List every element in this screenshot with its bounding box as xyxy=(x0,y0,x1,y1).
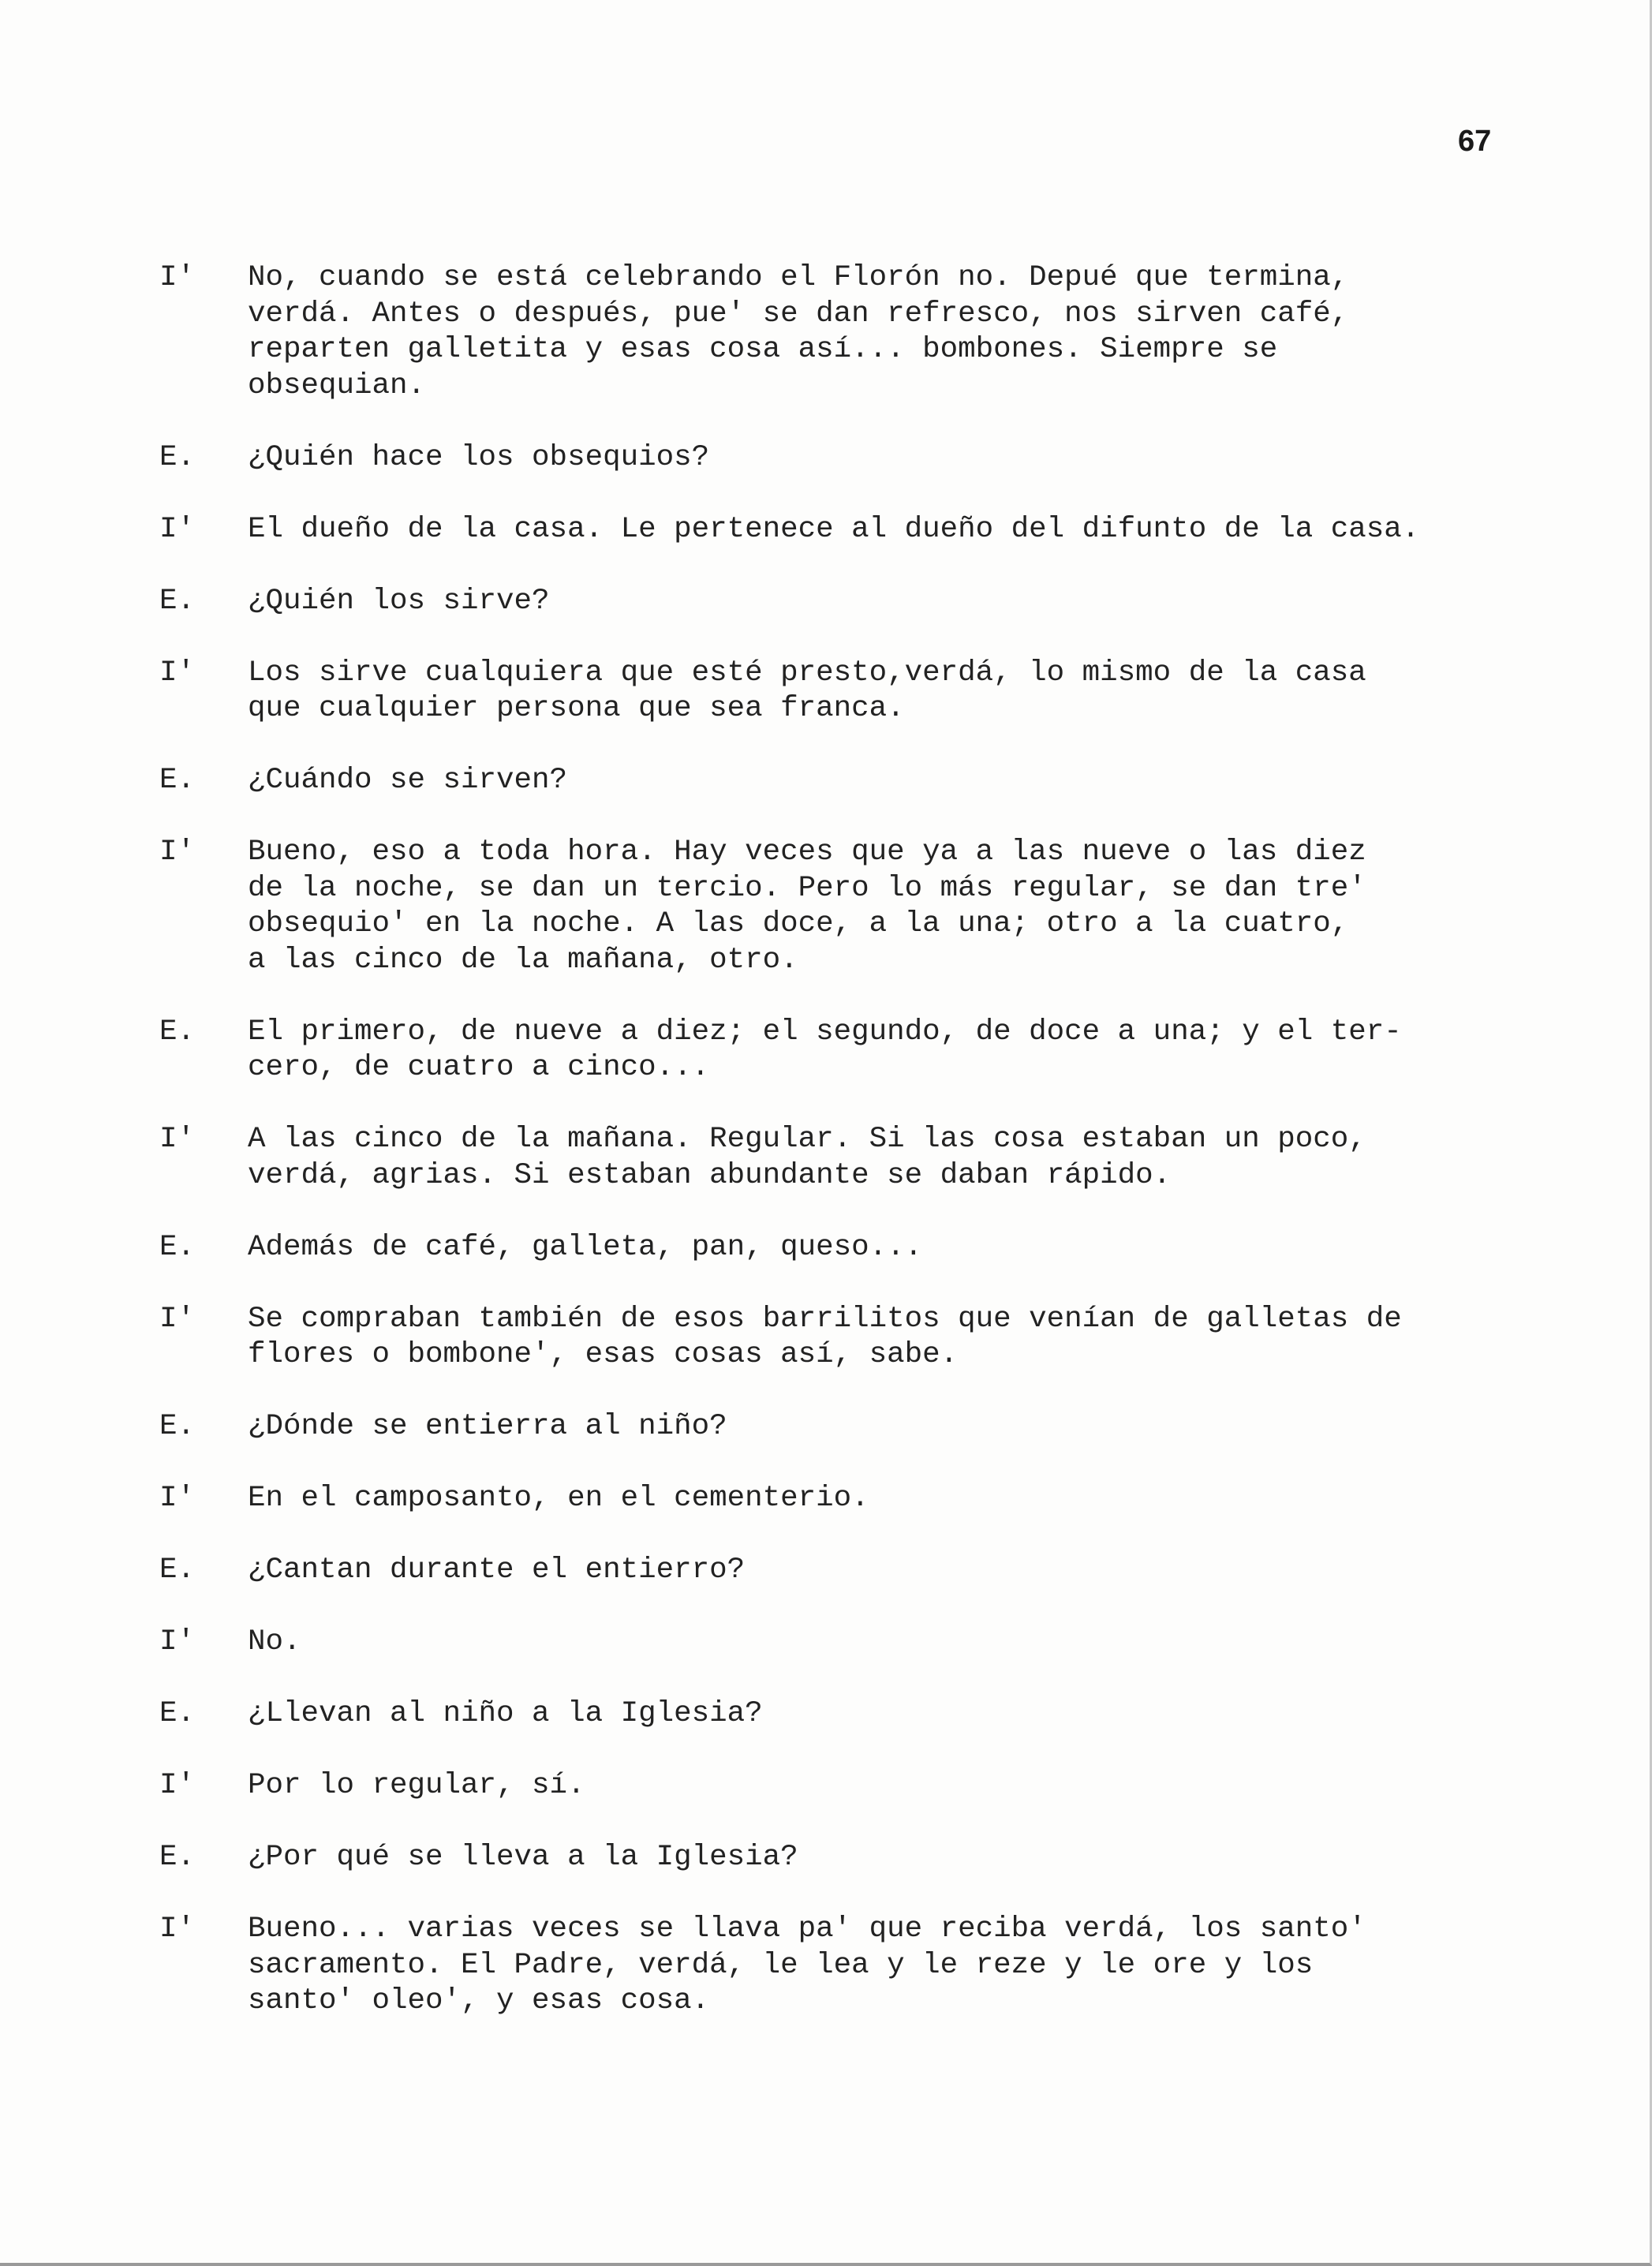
speaker-label: I' xyxy=(159,261,196,294)
transcript-turn xyxy=(159,260,1501,404)
speech-text xyxy=(248,1768,1501,1804)
speaker-label: I' xyxy=(159,1625,196,1658)
speech-text xyxy=(248,440,1501,477)
text-line: A las cinco de la mañana. Regular. Si las cosa estaban un poco, xyxy=(248,1123,1366,1156)
transcript-turn xyxy=(159,1553,1501,1589)
speech-text xyxy=(248,1015,1501,1086)
speech-text xyxy=(248,1840,1501,1876)
speech-text xyxy=(248,1553,1501,1589)
speech-text xyxy=(248,1625,1501,1661)
speech-text xyxy=(248,1912,1501,2020)
text-line: verdá, agrias. Si estaban abundante se daban rápido. xyxy=(248,1158,1172,1192)
transcript-turn xyxy=(159,835,1501,978)
speech-text xyxy=(248,656,1501,727)
speaker-label: E. xyxy=(159,764,196,797)
speaker-label: I' xyxy=(159,512,196,546)
interview-transcript xyxy=(159,260,1501,2055)
text-line: Además de café, galleta, pan, queso... xyxy=(248,1230,923,1264)
speaker-label: E. xyxy=(159,1230,196,1264)
text-line: ¿Quién los sirve? xyxy=(248,584,550,618)
speaker-label: I' xyxy=(159,1302,196,1336)
text-line: reparten galletita y esas cosa así... bombones. Siempre se xyxy=(248,333,1278,366)
text-line: ¿Dónde se entierra al niño? xyxy=(248,1410,727,1443)
transcript-turn xyxy=(159,1409,1501,1445)
transcript-turn xyxy=(159,1302,1501,1374)
speech-text xyxy=(248,260,1501,404)
text-line: flores o bombone', esas cosas así, sabe. xyxy=(248,1338,959,1371)
text-line: En el camposanto, en el cementerio. xyxy=(248,1482,869,1515)
text-line: Los sirve cualquiera que esté presto,verdá, lo mismo de la casa xyxy=(248,656,1366,690)
text-line: Bueno... varias veces se llava pa' que reciba verdá, los santo' xyxy=(248,1913,1366,1946)
text-line: Bueno, eso a toda hora. Hay veces que ya a las nueve o las diez xyxy=(248,836,1366,869)
text-line: El dueño de la casa. Le pertenece al dueño del difunto de la casa. xyxy=(248,512,1420,546)
transcript-turn xyxy=(159,584,1501,620)
transcript-turn xyxy=(159,1912,1501,2020)
text-line: sacramento. El Padre, verdá, le lea y le reze y le ore y los xyxy=(248,1948,1314,1982)
text-line: ¿Por qué se lleva a la Iglesia? xyxy=(248,1841,798,1874)
text-line: obsequian. xyxy=(248,368,426,402)
page-number: 67 xyxy=(1458,125,1492,158)
speaker-label: I' xyxy=(159,1913,196,1946)
transcript-turn xyxy=(159,440,1501,477)
text-line: Se compraban también de esos barrilitos que venían de galletas de xyxy=(248,1302,1402,1336)
speech-text xyxy=(248,1409,1501,1445)
speaker-label: E. xyxy=(159,1697,196,1730)
speaker-label: E. xyxy=(159,584,196,618)
text-line: Por lo regular, sí. xyxy=(248,1769,585,1802)
speaker-label: E. xyxy=(159,1554,196,1587)
speaker-label: I' xyxy=(159,656,196,690)
transcript-turn xyxy=(159,763,1501,799)
speech-text xyxy=(248,1122,1501,1194)
speech-text xyxy=(248,584,1501,620)
transcript-turn xyxy=(159,512,1501,548)
text-line: que cualquier persona que sea franca. xyxy=(248,692,905,725)
speaker-label: I' xyxy=(159,1482,196,1515)
speech-text xyxy=(248,1230,1501,1266)
text-line: cero, de cuatro a cinco... xyxy=(248,1051,710,1084)
text-line: El primero, de nueve a diez; el segundo, de doce a una; y el ter- xyxy=(248,1015,1402,1049)
speaker-label: I' xyxy=(159,1769,196,1802)
text-line: verdá. Antes o después, pue' se dan refresco, nos sirven café, xyxy=(248,297,1349,331)
speech-text xyxy=(248,763,1501,799)
text-line: No, cuando se está celebrando el Florón no. Depué que termina, xyxy=(248,261,1349,294)
transcript-turn xyxy=(159,1768,1501,1804)
speaker-label: E. xyxy=(159,1841,196,1874)
speech-text xyxy=(248,512,1501,548)
transcript-turn xyxy=(159,1840,1501,1876)
text-line: obsequio' en la noche. A las doce, a la una; otro a la cuatro, xyxy=(248,907,1349,940)
text-line: de la noche, se dan un tercio. Pero lo más regular, se dan tre' xyxy=(248,871,1366,905)
text-line: ¿Cuándo se sirven? xyxy=(248,764,568,797)
speech-text xyxy=(248,1696,1501,1733)
transcript-turn xyxy=(159,1481,1501,1517)
transcript-turn xyxy=(159,1230,1501,1266)
text-line: a las cinco de la mañana, otro. xyxy=(248,943,798,977)
transcript-turn xyxy=(159,1625,1501,1661)
speaker-label: E. xyxy=(159,440,196,474)
text-line: santo' oleo', y esas cosa. xyxy=(248,1984,710,2017)
text-line: ¿Quién hace los obsequios? xyxy=(248,440,710,474)
transcript-turn xyxy=(159,1015,1501,1086)
transcript-turn xyxy=(159,1122,1501,1194)
speech-text xyxy=(248,835,1501,978)
speech-text xyxy=(248,1481,1501,1517)
text-line: No. xyxy=(248,1625,301,1658)
speaker-label: E. xyxy=(159,1410,196,1443)
text-line: ¿Cantan durante el entierro? xyxy=(248,1554,746,1587)
speech-text xyxy=(248,1302,1501,1374)
speaker-label: E. xyxy=(159,1015,196,1049)
speaker-label: I' xyxy=(159,836,196,869)
text-line: ¿Llevan al niño a la Iglesia? xyxy=(248,1697,763,1730)
transcript-turn xyxy=(159,656,1501,727)
transcript-turn xyxy=(159,1696,1501,1733)
speaker-label: I' xyxy=(159,1123,196,1156)
